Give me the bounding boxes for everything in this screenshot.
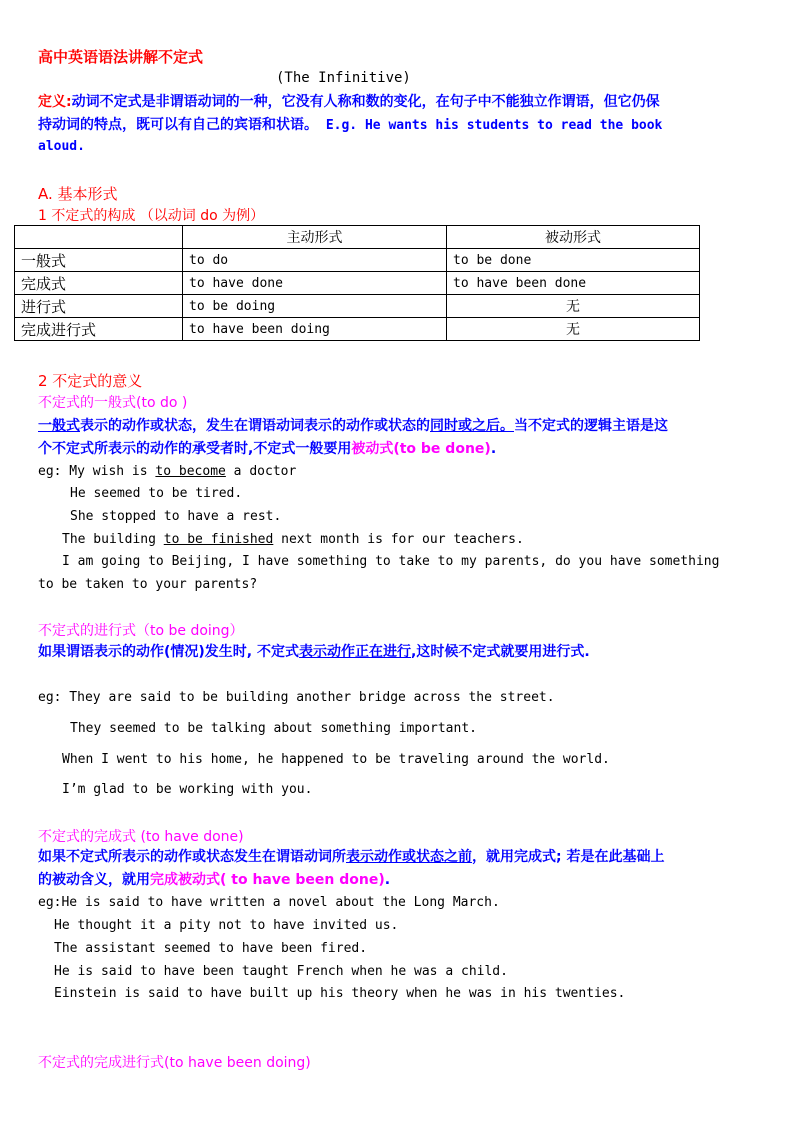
example-sentence: eg: They are said to be building another bridge across the street. <box>38 690 555 705</box>
simple-form-heading: 不定式的一般式(to do ) <box>38 395 188 411</box>
example-underlined: to be finished <box>163 532 274 547</box>
progressive-form-paragraph <box>38 641 590 663</box>
example-underlined: to become <box>155 464 226 479</box>
example-sentence <box>38 462 296 482</box>
simple-form-paragraph-2 <box>38 438 496 460</box>
section-2-title: 2 不定式的意义 <box>38 372 143 390</box>
table-cell: 无 <box>447 318 700 341</box>
perfect-text: ，就用完成式; 若是在此基础上 <box>472 849 665 865</box>
table-cell: 完成进行式 <box>15 318 183 341</box>
section-a-title: A. 基本形式 <box>38 185 118 203</box>
definition-text-1: 动词不定式是非谓语动词的一种，它没有人称和数的变化，在句子中不能独立作谓语，但它仍保 <box>71 94 660 110</box>
table-cell: to be doing <box>183 295 447 318</box>
table-cell: 无 <box>447 295 700 318</box>
example-text: eg: My wish is <box>38 464 156 479</box>
definition-line-1 <box>38 91 660 113</box>
simple-form-paragraph-1 <box>38 415 668 437</box>
example-sentence <box>62 530 524 550</box>
simple-form-text: . <box>490 441 497 457</box>
progressive-underlined: 表示动作正在进行 <box>299 644 411 660</box>
simple-form-text: 表示的动作或状态，发生在谓语动词表示的动作或状态的 <box>80 418 430 434</box>
table-row <box>15 295 700 318</box>
perfect-form-paragraph-2 <box>38 869 390 891</box>
example-text: next month is for our teachers. <box>273 532 524 547</box>
progressive-form-heading: 不定式的进行式（to be doing） <box>38 623 244 639</box>
perfect-text: 如果不定式所表示的动作或状态发生在谓语动词所 <box>38 849 346 865</box>
perfect-text: . <box>384 872 391 888</box>
example-text: The building <box>62 532 164 547</box>
example-sentence: Einstein is said to have built up his theory when he was in his twenties. <box>54 986 626 1001</box>
perfect-form-paragraph-1 <box>38 846 664 868</box>
simple-form-term: 一般式 <box>38 418 80 434</box>
perfect-form-heading: 不定式的完成式 (to have done) <box>38 829 244 845</box>
example-text: a doctor <box>225 464 297 479</box>
table-cell: to have been done <box>447 272 700 295</box>
table-header-cell: 主动形式 <box>183 226 447 249</box>
table-cell: to be done <box>447 249 700 272</box>
example-sentence: eg:He is said to have written a novel about the Long March. <box>38 895 500 910</box>
table-cell: to have done <box>183 272 447 295</box>
table-header-row <box>15 226 700 249</box>
table-cell: 完成式 <box>15 272 183 295</box>
perfect-underlined: 表示动作或状态之前 <box>346 849 472 865</box>
table-cell: to have been doing <box>183 318 447 341</box>
example-sentence: I’m glad to be working with you. <box>62 782 313 797</box>
example-sentence: When I went to his home, he happened to be traveling around the world. <box>62 752 610 767</box>
section-a-subtitle: 1 不定式的构成 （以动词 do 为例） <box>38 208 265 224</box>
table-row <box>15 272 700 295</box>
example-sentence: He is said to have been taught French when he was a child. <box>54 964 508 979</box>
example-sentence: I am going to Beijing, I have something to take to my parents, do you have something <box>62 554 720 569</box>
definition-example-end: aloud. <box>38 139 85 154</box>
example-sentence: They seemed to be talking about something important. <box>70 721 477 736</box>
definition-label: 定义: <box>38 94 72 110</box>
table-cell: 一般式 <box>15 249 183 272</box>
table-row <box>15 249 700 272</box>
table-header-cell: 被动形式 <box>447 226 700 249</box>
table-row <box>15 318 700 341</box>
perfect-progressive-heading: 不定式的完成进行式(to have been doing) <box>38 1055 311 1071</box>
example-sentence: He thought it a pity not to have invited us. <box>54 918 399 933</box>
simple-form-timing: 同时或之后。 <box>430 418 514 434</box>
definition-example: E.g. He wants his students to read the book <box>325 118 663 133</box>
table-header-cell <box>15 226 183 249</box>
example-sentence: She stopped to have a rest. <box>70 509 282 524</box>
simple-form-text: 个不定式所表示的动作的承受者时,不定式一般要用 <box>38 441 352 457</box>
table-cell: 进行式 <box>15 295 183 318</box>
table-cell: to do <box>183 249 447 272</box>
definition-line-2 <box>38 114 662 137</box>
passive-form-term: 被动式(to be done) <box>351 441 491 457</box>
page-title: 高中英语语法讲解不定式 <box>38 48 204 66</box>
perfect-passive-term: 完成被动式( to have been done) <box>150 872 385 888</box>
example-sentence: to be taken to your parents? <box>38 577 258 592</box>
page-subtitle: (The Infinitive) <box>276 70 411 86</box>
example-sentence: He seemed to be tired. <box>70 486 243 501</box>
progressive-text: ,这时候不定式就要用进行式. <box>411 644 590 660</box>
simple-form-text: 当不定式的逻辑主语是这 <box>514 418 668 434</box>
perfect-text: 的被动含义，就用 <box>38 872 150 888</box>
example-sentence: The assistant seemed to have been fired. <box>54 941 368 956</box>
definition-text-2: 持动词的特点，既可以有自己的宾语和状语。 <box>38 117 318 133</box>
infinitive-forms-table <box>14 225 700 341</box>
progressive-text: 如果谓语表示的动作(情况)发生时, 不定式 <box>38 644 299 660</box>
